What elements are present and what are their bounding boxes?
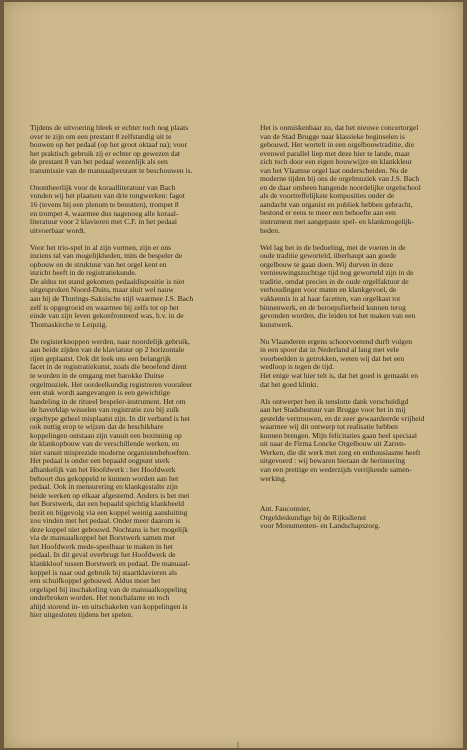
left-text-column [30, 124, 230, 628]
right-text-column [260, 124, 460, 539]
paragraph: Tijdens de uitvoering bleek er echter toch nog plaats over te zijn om een prestant 8 zelfstandig uit te bouwen op het pedaal (op het groot oktaaf na); voor het praktisch gebruik zij er echter op gewezen dat de prestant 8 van het pedaal wezenlijk als een transmissie van de manuaalprestant te beschouwen is. [30, 123, 193, 175]
document-page [4, 2, 463, 748]
paragraph: De registerknoppen werden, naar noordelijk gebruik, aan beide zijden van de klaviatuur op 2 horizontale rijen geplaatst. Ook dit leek ons een belangrijk facet in de registratiekunst, zoals die beoefend dient te worden in de omgang met barokke Duitse orgelmuziek. Het oordeelkundig registreren vooraleer een stuk wordt aangevangen is een gewichtige handeling in de ritueel bespeler-instrument. Het om de haverklap wisselen van registratie zou bij zulk orgeltype geheel misplaatst zijn. In dit verband is het ook nuttig erop te wijzen dat de beschikbare koppelingen ontstaan zijn vanuit een bezinning op de klankopbouw van de verschillende werken, en niet vanuit misprezide moderne organistenbehoeften. Het pedaal is onder een bepaald oogpunt sterk afhankelijk van het Hoofdwerk : het Hoofdwerk behoort dus gekoppeld te kunnen worden aan het pedaal. Ook in mensurering en klankgestalte zijn beide werken op elkaar afgestemd. Anders is het met het Borstwerk, dat een bepaald spichtig klankbeeld bezit en bijgevolg via een koppel weinig aansluiting zou vinden met het pedaal. Onder meer daarom is deze koppel niet gebouwd. Nochtans is het mogelijk via de manuaalkoppel het Borstwerk samen met het Hoofdwerk mede-speelbaar te maken in het pedaal. In dit geval overbrugt het Hoofdwerk de klankkloof tussen Borstwerk en pedaal. De manuaal- koppel is naar oud gebruik bij staartklavieren als een schuifkoppel gebouwd. Aldus moet het orgelspel bij inschakeling van de manuaalkoppeling onderbroken worden. Het nonchalante en toch altijd storend in- en uitschakelen van koppelingen is hier uitgesloten tijdens het spelen. [30, 336, 193, 620]
paragraph: Voor het trio-spel in al zijn vormen, zijn er ons inziens tal van mogelijkheden, mits de bespeler de opbouw en de struktuur van het orgel kent en inzicht heeft in de registratiekunde. De aldus tot stand gekomen pedaaldispositie is niet uitgesproken Noord-Duits, maar sluit wel nauw aan bij de Thurings-Saksische stijl waarmee J.S. Bach zelf is opgegroeid en waarmee hij zelfs tot op het einde van zijn leven gekonfronteerd was, b.v. in de Thomaskirche te Leipzig. [30, 242, 194, 329]
paragraph: Als ontwerper ben ik tenslotte dank verschuldigd aan het Stadsbestuur van Brugge voor het in mij gestelde vertrouwen, en de zeer gewaardeerde vrijheid waarmee wij dit ontwerp tot realisatie hebben kunnen brengen. Mijn felicitaties gaan heel speciaal uit naar de Firma Loncke Orgelbouw uit Zarren- Werken, die dit werk met zorg en enthousiasme heeft uitgevoerd : wij bewaren hieraan de herinnering van een prettige en wederzijds verrijkende samen- werking. [260, 396, 425, 483]
author-signature: Ant. Fauconnier, Orgeldeskundige bij de Rijksdienst voor Monumenten- en Landschapszorg. [260, 504, 381, 531]
paragraph: Wel lag het in de bedoeling, met de voeten in de oude traditie geworteld, überhaupt aan goede orgelbouw te gaan doen. Wij durven in deze vernieuwingszuchtige tijd nog geworteld zijn in de traditie, omdat precies in de oude orgelfaktuur de verhoudingen voor maten en klankgevoel, de vakkennis in al haar facetten, van orgelkast tot binnenwerk, en de beroepsfierheid kunnen terug gevonden worden, die leiden tot het maken van een kunstwerk. [260, 242, 416, 329]
paragraph: Nu Vlaanderen ergens schoorvoetend durft volgen in een spoor dat in Nederland al lang met vele voorbeelden is getrokken, weten wij dat het een wedloop is tegen de tijd. Het enige wat hier telt is, dat het goed is gemaakt en dat het goed klinkt. [260, 336, 419, 389]
paragraph: Het is onmiskenbaar zo, dat het nieuwe concertorgel van de Stad Brugge naar klassieke beginselen is gebouwd. Het wortelt in een orgelbouwtraditie, die evenwel parallel liep met deze hier te lande, maar zich toch door een eigen bouwwijze en klankkleur van het Vlaamse orgel laat onderscheiden. Nu de moderne tijden bij ons de orgelmuziek van J.S. Bach en de daar omheen hangende noordelijke orgelschool als de voortreffelijkste komposities onder de aandacht van organist en publiek hebben gebracht, bestond er eens te meer een behoefte aan een instrument met aangepaste spel- en klankmogelijk- heden. [260, 123, 421, 235]
paragraph: Onontbeerlijk voor de koraalliteratuur van Bach vonden wij het plaatsen van drie tongwerken: fagot 16 (tevens bij een plenum te benutten), trompet 8 en trompet 4, waarmee dus nagenoeg alle koraal- literatuur voor 2 klavieren met C.F. in het pedaal uitvoerbaar wordt. [30, 182, 185, 235]
binding-staple [237, 742, 239, 748]
